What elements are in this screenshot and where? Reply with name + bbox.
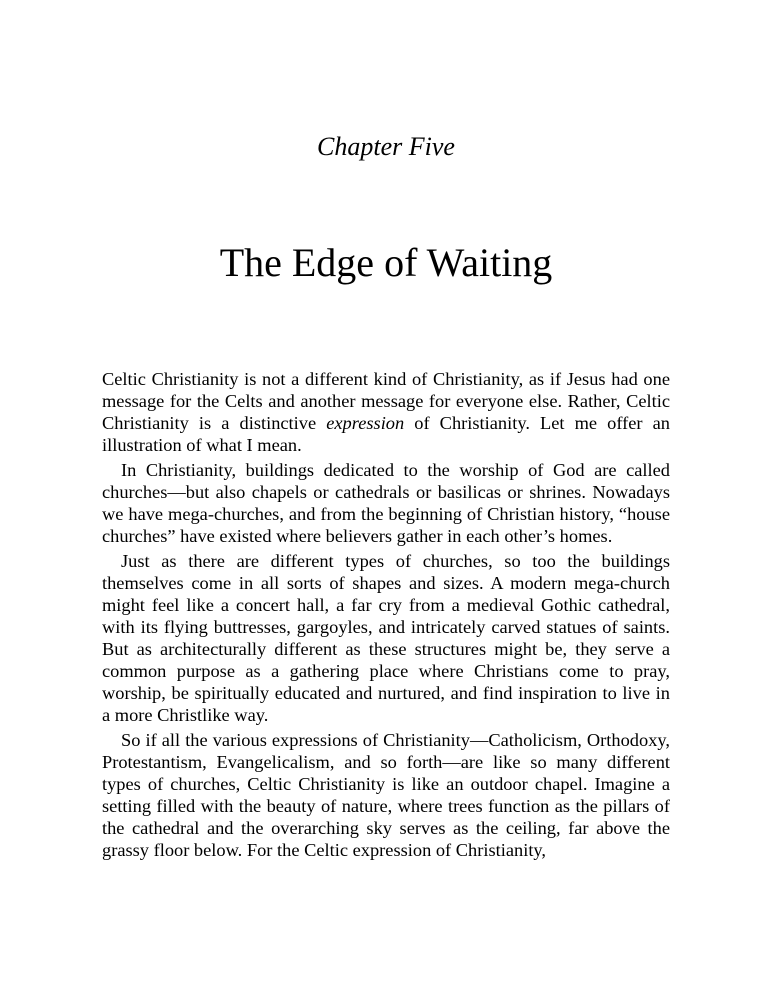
chapter-title: The Edge of Waiting <box>219 240 553 285</box>
paragraph-1-text-b: of Christianity. Let me offer an illustration of what I mean. <box>102 413 670 456</box>
chapter-number: Chapter Five <box>317 132 455 161</box>
paragraph-4: So if all the various expressions of Christianity—Catholicism, Orthodoxy, Protestantism, Evangelicalism, and so forth—are like so many different types of churches, Celtic Christianity is like an outdoor chapel. Imagine a setting filled with the beauty of nature, where trees function as the pillars of the cathedral and the overarching sky serves as the ceiling, far above the grassy floor below. For the Celtic expression of Christianity, <box>102 730 670 861</box>
paragraph-1-text-a: Celtic Christianity is not a different kind of Christianity, as if Jesus had one message for the Celts and another message for everyone else. Rather, Celtic Christianity is a distinctive <box>102 369 670 434</box>
chapter-body <box>102 368 670 862</box>
paragraph-1-emphasis: expression <box>326 413 405 434</box>
paragraph-2: In Christianity, buildings dedicated to the worship of God are called churches—but also chapels or cathedrals or basilicas or shrines. Nowadays we have mega-churches, and from the beginning of Christian history, “house churches” have existed where believers gather in each other’s homes. <box>102 459 670 547</box>
paragraph-1 <box>102 368 670 456</box>
paragraph-3: Just as there are different types of churches, so too the buildings themselves come in all sorts of shapes and sizes. A modern mega-church might feel like a concert hall, a far cry from a medieval Gothic cathedral, with its flying buttresses, gargoyles, and intricately carved statues of saints. But as architecturally different as these structures might be, they serve a common purpose as a gathering place where Christians come to pray, worship, be spiritually educated and nurtured, and find inspiration to live in a more Christlike way. <box>102 550 670 726</box>
